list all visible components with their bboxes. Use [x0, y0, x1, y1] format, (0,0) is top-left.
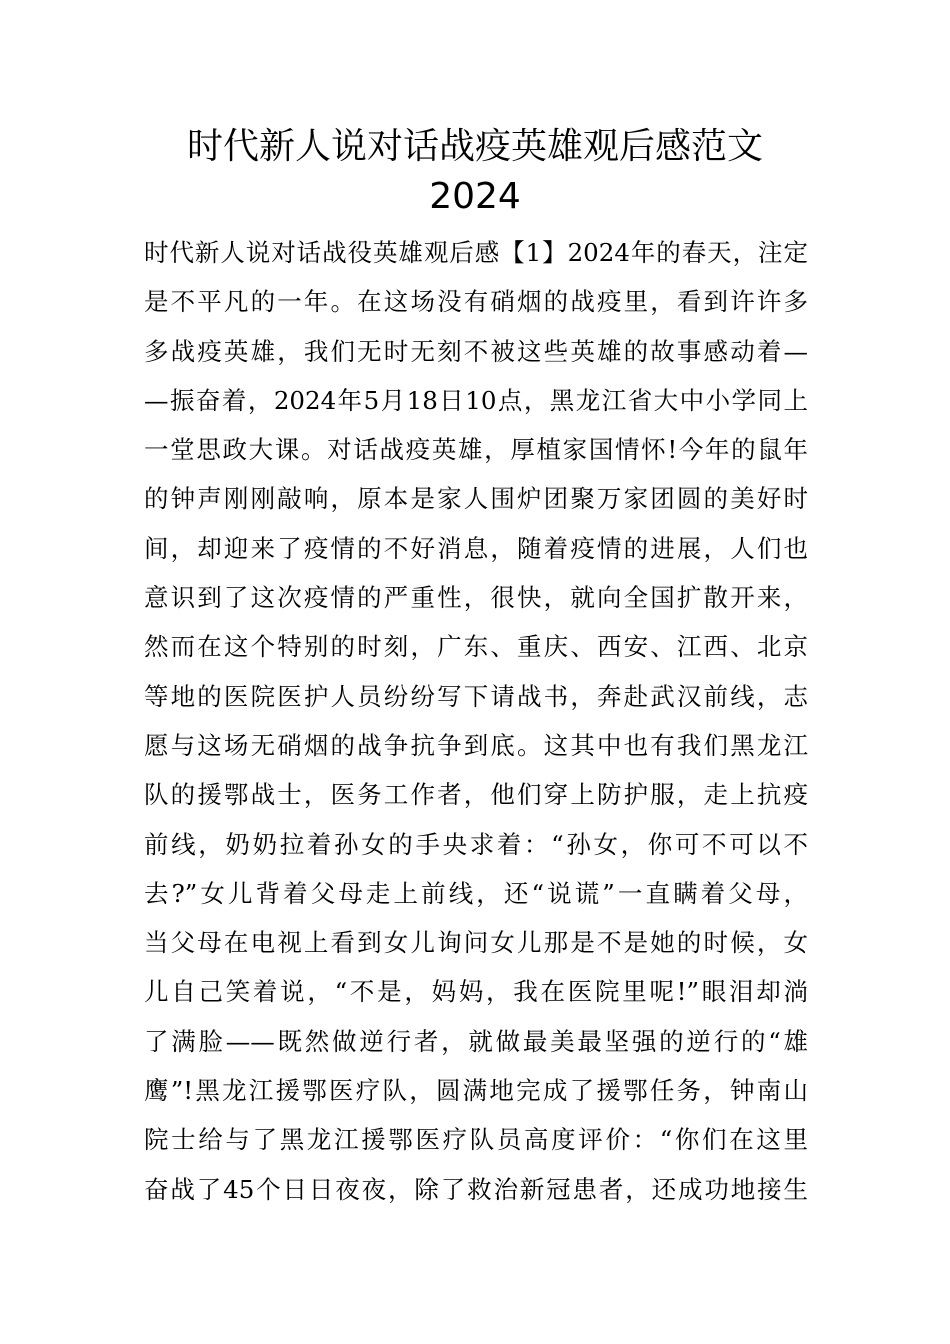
body-paragraph [144, 228, 808, 1214]
text-line: 等地的医院医护人员纷纷写下请战书，奔赴武汉前线，志 [144, 681, 808, 711]
text-line: 然而在这个特别的时刻，广东、重庆、西安、江西、北京 [144, 632, 808, 662]
text-line: 奋战了45个日日夜夜，除了救治新冠患者，还成功地接生 [144, 1174, 808, 1204]
text-line: —振奋着，2024年5月18日10点，黑龙江省大中小学同上 [144, 385, 808, 415]
text-line: 一堂思政大课。对话战疫英雄，厚植家国情怀!今年的鼠年 [144, 435, 808, 465]
text-line: 儿自己笑着说，“不是，妈妈，我在医院里呢!”眼泪却淌 [144, 977, 808, 1007]
document-title [100, 122, 850, 222]
text-line: 意识到了这次疫情的严重性，很快，就向全国扩散开来， [144, 583, 808, 613]
text-line: 前线，奶奶拉着孙女的手央求着：“孙女，你可不可以不 [144, 829, 808, 859]
title-line-2: 2024 [429, 176, 521, 217]
title-line-1: 时代新人说对话战疫英雄观后感范文 [186, 126, 763, 167]
text-line: 队的援鄂战士，医务工作者，他们穿上防护服，走上抗疫 [144, 780, 808, 810]
text-line: 当父母在电视上看到女儿询问女儿那是不是她的时候，女 [144, 928, 808, 958]
text-line: 时代新人说对话战役英雄观后感【1】2024年的春天，注定 [144, 238, 808, 267]
text-line: 去?”女儿背着父母走上前线，还“说谎”一直瞒着父母， [144, 878, 808, 908]
text-line: 的钟声刚刚敲响，原本是家人围炉团聚万家团圆的美好时 [144, 484, 808, 514]
text-line: 间，却迎来了疫情的不好消息，随着疫情的进展，人们也 [144, 533, 808, 563]
text-line: 愿与这场无硝烟的战争抗争到底。这其中也有我们黑龙江 [144, 730, 808, 760]
text-line: 是不平凡的一年。在这场没有硝烟的战疫里，看到许许多 [144, 287, 808, 317]
text-line: 院士给与了黑龙江援鄂医疗队员高度评价：“你们在这里 [144, 1125, 808, 1155]
text-line: 了满脸——既然做逆行者，就做最美最坚强的逆行的“雄 [144, 1026, 808, 1056]
text-line: 多战疫英雄，我们无时无刻不被这些英雄的故事感动着— [144, 336, 808, 366]
text-line: 鹰”!黑龙江援鄂医疗队，圆满地完成了援鄂任务，钟南山 [144, 1076, 808, 1106]
